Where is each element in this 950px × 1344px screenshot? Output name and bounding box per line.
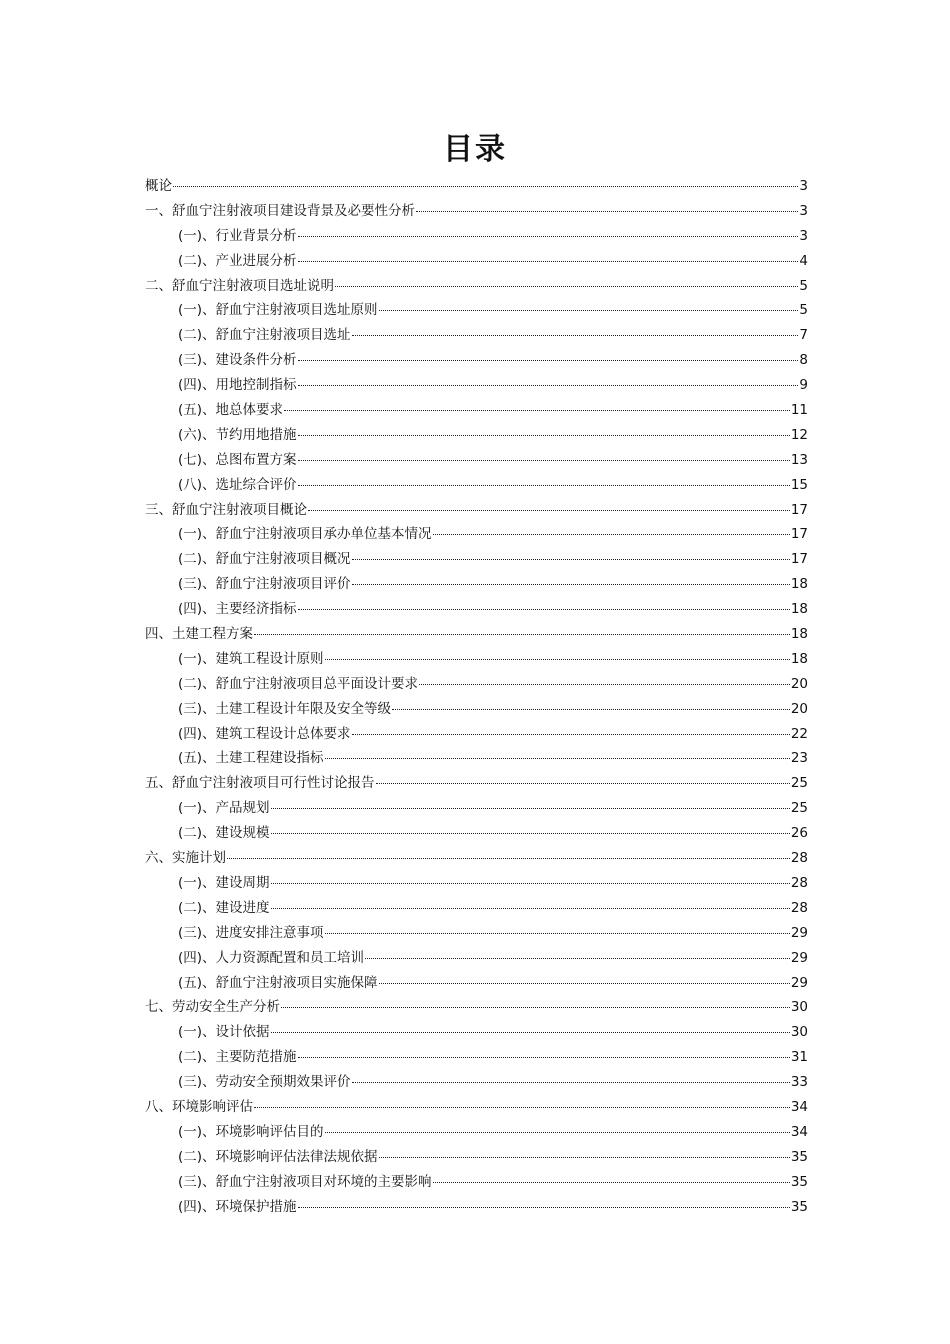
toc-subsection-entry[interactable]: [145, 1045, 808, 1070]
toc-entry-label: (二)、环境影响评估法律法规依据: [178, 1148, 378, 1165]
toc-subsection-entry[interactable]: [145, 722, 808, 747]
toc-dot-leader: [352, 558, 790, 560]
toc-entry-page-number: 7: [799, 327, 808, 344]
toc-entry-label: (一)、环境影响评估目的: [178, 1123, 324, 1140]
toc-subsection-entry[interactable]: [145, 597, 808, 622]
toc-entry-label: (七)、总图布置方案: [178, 451, 297, 468]
toc-entry-label: (二)、舒血宁注射液项目总平面设计要求: [178, 675, 419, 692]
toc-dot-leader: [271, 882, 790, 884]
toc-entry-label: (三)、舒血宁注射液项目对环境的主要影响: [178, 1173, 432, 1190]
toc-entry-label: 六、实施计划: [145, 850, 226, 867]
toc-dot-leader: [298, 484, 790, 486]
toc-subsection-entry[interactable]: [145, 697, 808, 722]
toc-entry-label: (五)、舒血宁注射液项目实施保障: [178, 974, 378, 991]
toc-entry-page-number: 34: [790, 1098, 808, 1115]
toc-entry-page-number: 4: [799, 252, 808, 269]
toc-entry-label: 八、环境影响评估: [145, 1098, 253, 1115]
toc-entry-label: (三)、进度安排注意事项: [178, 924, 324, 941]
toc-entry-page-number: 33: [790, 1074, 808, 1091]
toc-entry-label: (三)、建设条件分析: [178, 352, 297, 369]
toc-subsection-entry[interactable]: [145, 423, 808, 448]
toc-entry-page-number: 3: [799, 227, 808, 244]
toc-subsection-entry[interactable]: [145, 224, 808, 249]
toc-entry-page-number: 5: [799, 302, 808, 319]
toc-dot-leader: [271, 1031, 790, 1033]
toc-entry-page-number: 9: [799, 377, 808, 394]
toc-entry-page-number: 17: [790, 551, 808, 568]
toc-entry-page-number: 29: [790, 949, 808, 966]
toc-dot-leader: [298, 608, 790, 610]
toc-entry-label: (一)、设计依据: [178, 1024, 270, 1041]
toc-dot-leader: [271, 832, 790, 834]
toc-dot-leader: [308, 509, 790, 511]
toc-entry-page-number: 12: [790, 426, 808, 443]
toc-entry-page-number: 15: [790, 476, 808, 493]
toc-entry-label: (六)、节约用地措施: [178, 426, 297, 443]
toc-entry-label: (八)、选址综合评价: [178, 476, 297, 493]
toc-subsection-entry[interactable]: [145, 921, 808, 946]
toc-entry-page-number: 30: [790, 999, 808, 1016]
toc-entry-label: (二)、建设规模: [178, 825, 270, 842]
toc-entry-label: (五)、土建工程建设指标: [178, 750, 324, 767]
toc-dot-leader: [352, 583, 790, 585]
toc-dot-leader: [379, 309, 799, 311]
toc-subsection-entry[interactable]: [145, 348, 808, 373]
toc-dot-leader: [325, 757, 790, 759]
toc-dot-leader: [271, 907, 790, 909]
toc-entry-page-number: 28: [790, 874, 808, 891]
toc-entry-page-number: 3: [799, 202, 808, 219]
toc-subsection-entry[interactable]: [145, 1020, 808, 1045]
toc-subsection-entry[interactable]: [145, 547, 808, 572]
toc-entry-page-number: 22: [790, 725, 808, 742]
toc-subsection-entry[interactable]: [145, 1170, 808, 1195]
toc-dot-leader: [392, 708, 790, 710]
toc-dot-leader: [298, 459, 790, 461]
toc-subsection-entry[interactable]: [145, 1195, 808, 1220]
toc-entry-label: (五)、地总体要求: [178, 402, 284, 419]
toc-entry-label: 三、舒血宁注射液项目概论: [145, 501, 307, 518]
toc-subsection-entry[interactable]: [145, 1145, 808, 1170]
toc-subsection-entry[interactable]: [145, 971, 808, 996]
toc-entry-label: (四)、主要经济指标: [178, 601, 297, 618]
toc-dot-leader: [227, 857, 790, 859]
toc-list: [145, 174, 808, 1219]
toc-entry-page-number: 35: [790, 1173, 808, 1190]
toc-dot-leader: [298, 359, 799, 361]
toc-dot-leader: [298, 1206, 790, 1208]
toc-dot-leader: [352, 334, 799, 336]
toc-dot-leader: [352, 1081, 790, 1083]
toc-dot-leader: [433, 533, 790, 535]
toc-entry-page-number: 29: [790, 974, 808, 991]
toc-dot-leader: [298, 384, 799, 386]
toc-dot-leader: [379, 982, 790, 984]
toc-section-entry[interactable]: [145, 199, 808, 224]
toc-entry-label: (二)、产业进展分析: [178, 252, 297, 269]
toc-entry-label: 概论: [145, 178, 172, 194]
toc-entry-page-number: 18: [790, 601, 808, 618]
toc-entry-label: (一)、产品规划: [178, 800, 270, 817]
toc-dot-leader: [281, 1006, 790, 1008]
toc-entry-page-number: 11: [790, 402, 808, 419]
toc-subsection-entry[interactable]: [145, 647, 808, 672]
toc-section-entry[interactable]: [145, 846, 808, 871]
toc-section-entry[interactable]: [145, 622, 808, 647]
toc-dot-leader: [325, 932, 790, 934]
toc-section-entry[interactable]: [145, 995, 808, 1020]
toc-entry-page-number: 30: [790, 1024, 808, 1041]
toc-dot-leader: [352, 733, 790, 735]
toc-dot-leader: [416, 210, 798, 212]
toc-dot-leader: [325, 1131, 790, 1133]
toc-dot-leader: [284, 409, 790, 411]
toc-entry-label: (二)、舒血宁注射液项目概况: [178, 551, 351, 568]
toc-dot-leader: [298, 1056, 790, 1058]
toc-subsection-entry[interactable]: [145, 522, 808, 547]
toc-section-entry[interactable]: [145, 1095, 808, 1120]
toc-entry-page-number: 3: [799, 178, 808, 194]
toc-subsection-entry[interactable]: [145, 821, 808, 846]
toc-dot-leader: [419, 683, 790, 685]
toc-entry-page-number: 18: [790, 626, 808, 643]
toc-entry-page-number: 23: [790, 750, 808, 767]
toc-entry-page-number: 25: [790, 800, 808, 817]
toc-entry-label: 五、舒血宁注射液项目可行性讨论报告: [145, 775, 375, 792]
toc-entry-page-number: 8: [799, 352, 808, 369]
toc-subsection-entry[interactable]: [145, 572, 808, 597]
toc-section-entry[interactable]: [145, 174, 808, 199]
toc-entry-page-number: 35: [790, 1198, 808, 1215]
toc-dot-leader: [298, 434, 790, 436]
toc-dot-leader: [298, 235, 799, 237]
toc-dot-leader: [365, 957, 790, 959]
toc-section-entry[interactable]: [145, 771, 808, 796]
toc-subsection-entry[interactable]: [145, 796, 808, 821]
toc-entry-label: (三)、舒血宁注射液项目评价: [178, 576, 351, 593]
toc-entry-label: (一)、建设周期: [178, 874, 270, 891]
toc-entry-page-number: 26: [790, 825, 808, 842]
toc-entry-page-number: 18: [790, 650, 808, 667]
toc-section-entry[interactable]: [145, 498, 808, 523]
toc-entry-label: 一、舒血宁注射液项目建设背景及必要性分析: [145, 202, 415, 219]
toc-entry-page-number: 18: [790, 576, 808, 593]
toc-entry-label: (二)、建设进度: [178, 899, 270, 916]
toc-entry-label: (二)、舒血宁注射液项目选址: [178, 327, 351, 344]
toc-entry-page-number: 17: [790, 526, 808, 543]
toc-subsection-entry[interactable]: [145, 448, 808, 473]
toc-entry-label: (四)、环境保护措施: [178, 1198, 297, 1215]
toc-dot-leader: [254, 633, 790, 635]
toc-subsection-entry[interactable]: [145, 249, 808, 274]
toc-dot-leader: [271, 807, 790, 809]
toc-entry-label: (一)、建筑工程设计原则: [178, 650, 324, 667]
toc-entry-page-number: 34: [790, 1123, 808, 1140]
toc-entry-label: (四)、用地控制指标: [178, 377, 297, 394]
toc-dot-leader: [254, 1106, 790, 1108]
toc-entry-page-number: 13: [790, 451, 808, 468]
toc-subsection-entry[interactable]: [145, 746, 808, 771]
toc-subsection-entry[interactable]: [145, 398, 808, 423]
toc-entry-label: (四)、建筑工程设计总体要求: [178, 725, 351, 742]
toc-entry-page-number: 17: [790, 501, 808, 518]
toc-dot-leader: [335, 285, 798, 287]
toc-entry-label: (一)、行业背景分析: [178, 227, 297, 244]
toc-entry-label: (三)、劳动安全预期效果评价: [178, 1074, 351, 1091]
toc-dot-leader: [325, 658, 790, 660]
toc-dot-leader: [376, 782, 790, 784]
toc-subsection-entry[interactable]: [145, 1120, 808, 1145]
toc-entry-page-number: 31: [790, 1049, 808, 1066]
toc-subsection-entry[interactable]: [145, 871, 808, 896]
toc-dot-leader: [433, 1181, 790, 1183]
toc-entry-label: (一)、舒血宁注射液项目承办单位基本情况: [178, 526, 432, 543]
toc-entry-page-number: 29: [790, 924, 808, 941]
toc-entry-page-number: 35: [790, 1148, 808, 1165]
toc-dot-leader: [173, 185, 798, 187]
toc-entry-label: 二、舒血宁注射液项目选址说明: [145, 277, 334, 294]
toc-entry-page-number: 20: [790, 675, 808, 692]
toc-subsection-entry[interactable]: [145, 373, 808, 398]
toc-dot-leader: [379, 1156, 790, 1158]
toc-subsection-entry[interactable]: [145, 672, 808, 697]
toc-entry-label: 七、劳动安全生产分析: [145, 999, 280, 1016]
toc-entry-label: (四)、人力资源配置和员工培训: [178, 949, 365, 966]
toc-subsection-entry[interactable]: [145, 896, 808, 921]
toc-title: 目录: [443, 132, 507, 167]
toc-entry-label: (三)、土建工程设计年限及安全等级: [178, 700, 392, 717]
toc-entry-page-number: 28: [790, 850, 808, 867]
toc-entry-page-number: 20: [790, 700, 808, 717]
toc-subsection-entry[interactable]: [145, 1070, 808, 1095]
toc-subsection-entry[interactable]: [145, 473, 808, 498]
toc-dot-leader: [298, 260, 799, 262]
toc-subsection-entry[interactable]: [145, 323, 808, 348]
toc-section-entry[interactable]: [145, 274, 808, 299]
toc-subsection-entry[interactable]: [145, 946, 808, 971]
toc-entry-label: (二)、主要防范措施: [178, 1049, 297, 1066]
toc-entry-page-number: 5: [799, 277, 808, 294]
toc-entry-page-number: 28: [790, 899, 808, 916]
toc-entry-page-number: 25: [790, 775, 808, 792]
toc-entry-label: 四、土建工程方案: [145, 626, 253, 643]
toc-entry-label: (一)、舒血宁注射液项目选址原则: [178, 302, 378, 319]
toc-subsection-entry[interactable]: [145, 298, 808, 323]
